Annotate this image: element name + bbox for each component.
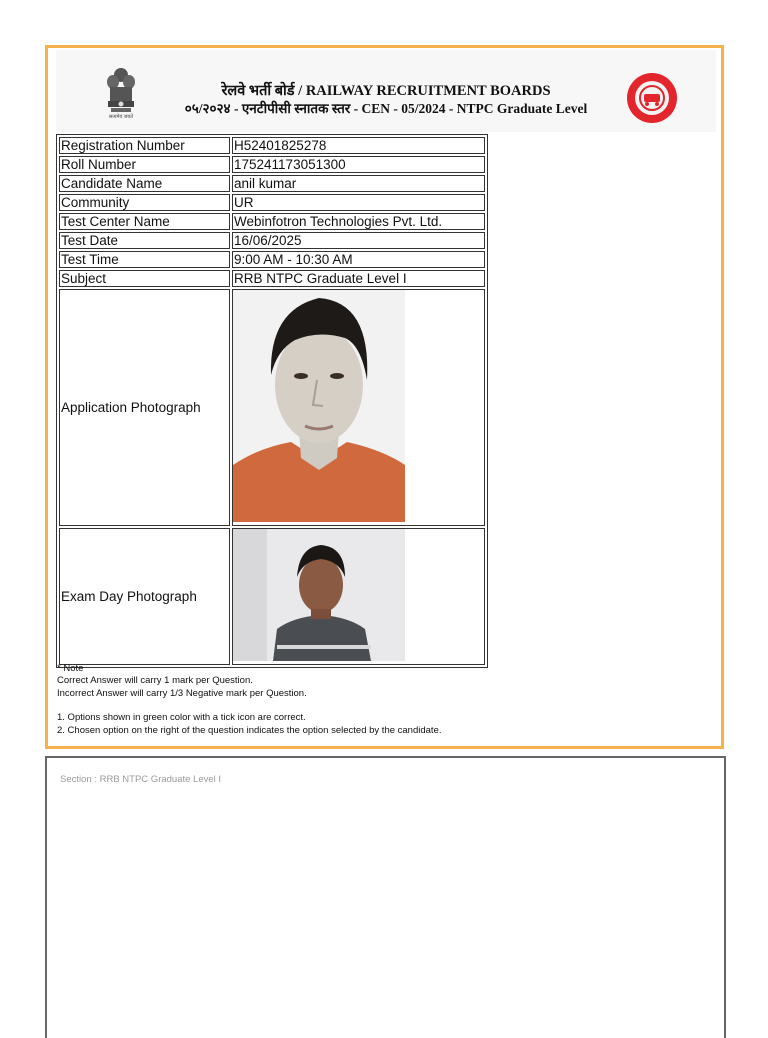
application-photograph-cell — [232, 289, 485, 526]
candidate-info-card — [45, 45, 724, 749]
note-option-chosen: 2. Chosen option on the right of the question indicates the option selected by the candidate. — [57, 724, 442, 736]
note-option-green: 1. Options shown in green color with a tick icon are correct. — [57, 712, 306, 724]
note-block — [57, 663, 442, 737]
registration-number-value: H52401825278 — [232, 137, 485, 154]
note-incorrect-answer: Incorrect Answer will carry 1/3 Negative mark per Question. — [57, 687, 307, 699]
table-row — [59, 528, 485, 665]
table-row — [59, 194, 485, 211]
section-label: Section : RRB NTPC Graduate Level I — [60, 774, 222, 785]
test-date-label: Test Date — [59, 232, 230, 249]
test-time-label: Test Time — [59, 251, 230, 268]
subject-label: Subject — [59, 270, 230, 287]
page-title: रेलवे भर्ती बोर्ड / RAILWAY RECRUITMENT BOARDS — [221, 83, 551, 99]
table-row — [59, 232, 485, 249]
roll-number-label: Roll Number — [59, 156, 230, 173]
table-row — [59, 270, 485, 287]
test-time-value: 9:00 AM - 10:30 AM — [232, 251, 485, 268]
table-row — [59, 213, 485, 230]
community-label: Community — [59, 194, 230, 211]
table-row — [59, 289, 485, 526]
candidate-details-table — [56, 134, 488, 668]
exam-day-photograph-cell — [232, 528, 485, 665]
roll-number-value: 175241173051300 — [232, 156, 485, 173]
indian-railways-logo-icon — [626, 72, 678, 124]
test-center-value: Webinfotron Technologies Pvt. Ltd. — [232, 213, 485, 230]
table-row — [59, 251, 485, 268]
candidate-name-value: anil kumar — [232, 175, 485, 192]
note-heading: * Note — [57, 663, 84, 674]
header — [56, 50, 716, 132]
section-panel — [45, 756, 726, 1038]
candidate-name-label: Candidate Name — [59, 175, 230, 192]
table-row — [59, 156, 485, 173]
test-center-label: Test Center Name — [59, 213, 230, 230]
note-spacer — [57, 700, 442, 712]
exam-day-photograph-label: Exam Day Photograph — [59, 528, 230, 665]
table-row — [59, 137, 485, 154]
test-date-value: 16/06/2025 — [232, 232, 485, 249]
community-value: UR — [232, 194, 485, 211]
note-correct-answer: Correct Answer will carry 1 mark per Question. — [57, 675, 253, 687]
subject-value: RRB NTPC Graduate Level I — [232, 270, 485, 287]
application-photograph — [233, 290, 405, 522]
emblem-caption: सत्यमेव जयते — [108, 114, 134, 120]
application-photograph-label: Application Photograph — [59, 289, 230, 526]
table-row — [59, 175, 485, 192]
registration-number-label: Registration Number — [59, 137, 230, 154]
page-subtitle: ०५/२०२४ - एनटीपीसी स्नातक स्तर - CEN - 05/2024 - NTPC Graduate Level — [184, 101, 588, 116]
exam-day-photograph — [233, 529, 405, 661]
